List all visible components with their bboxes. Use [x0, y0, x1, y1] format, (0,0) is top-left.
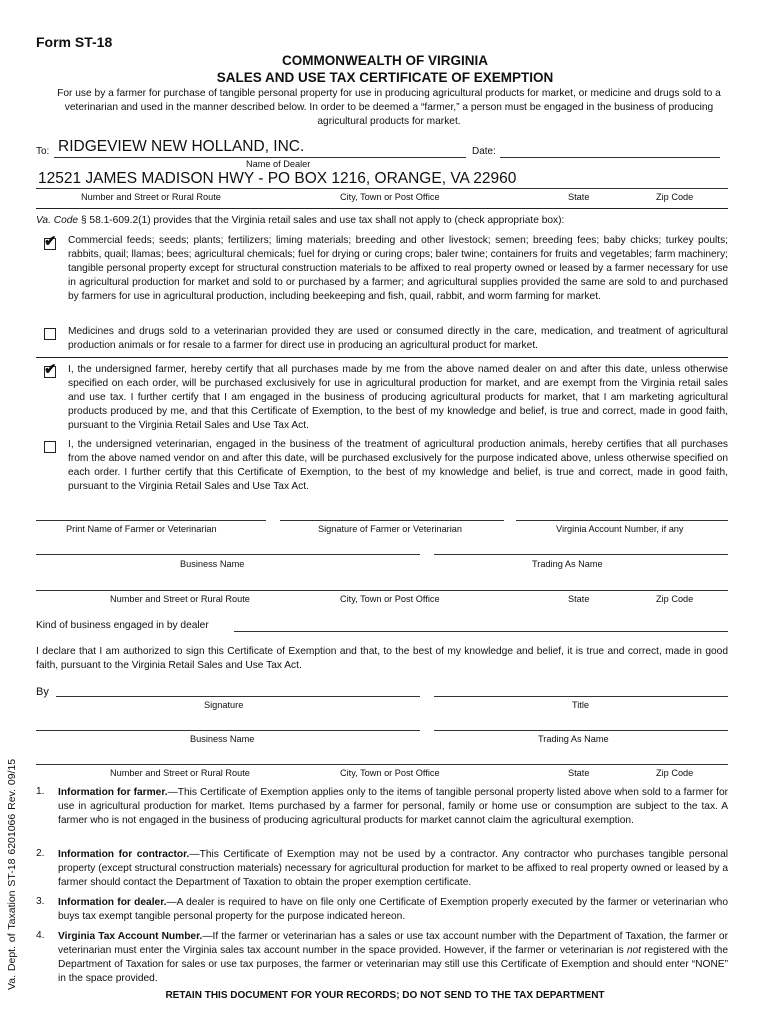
signer-trading-as-caption: Trading As Name [538, 734, 609, 744]
purchaser-city-caption: City, Town or Post Office [340, 594, 440, 604]
kind-of-business-field[interactable] [234, 631, 728, 632]
commercial-feeds-text: Commercial feeds; seeds; plants; fertilizers; liming materials; breeding and other livestock; semen; breeding fees; baby chicks; turkey poults; rabbits, quail; llamas; bees; agricultural chemicals; fuel for drying or curing crops; baler twine; containers for fruits and vegetables; farm machinery; tangible personal property except for structural construction materials to be affixed to real property owned or leased by a farmer necessary for use in agricultural production for market and sold to or purchased by a farmer; and agricultural supplies provided the same are sold to and purchased by farmers for use in agricultural production, including beekeeping and fish, quail, rabbit, and worm farming for market. [68, 235, 728, 303]
purchaser-address-field[interactable] [36, 590, 728, 591]
info-contractor: Information for contractor.—This Certificate of Exemption may not be used by a contractor. Any contractor who purchases tangible personal property (except structural construction materials) necessary for agricultural production for market to be affixed to real property owned or leased by a farmer should contact the Department of Taxation to obtain the proper exemption certificate. [58, 849, 728, 889]
signer-business-name-field[interactable] [36, 730, 420, 731]
kind-of-business-label: Kind of business engaged in by dealer [36, 620, 209, 631]
intro-text: For use by a farmer for purchase of tangible personal property for use in producing agricultural products for market, or medicine and drugs sold to a veterinarian and used in the manner described below. In order to be deemed a “farmer,” a person must be engaged in the business of producing agricultural products for market. [57, 88, 721, 127]
signer-state-caption: State [568, 768, 590, 778]
purchaser-zip-caption: Zip Code [656, 594, 694, 604]
account-number-caption: Virginia Account Number, if any [556, 524, 684, 534]
info-account-number: Virginia Tax Account Number.—If the farmer or veterinarian has a sales or use tax account number with the Department of Taxation, the farmer or veterinarian must enter the Virginia sales tax account number in the space provided. However, if the farmer or veterinarian is not registered with the Department of Taxation for sales or use tax purposes, the farmer or veterinarian may still use this Certificate of Exemption and should enter “NONE” in the space provided. [58, 931, 728, 985]
purchaser-street-caption: Number and Street or Rural Route [110, 594, 250, 604]
info-number: 4. [36, 930, 45, 941]
va-code-text: Va. Code § 58.1-609.2(1) provides that the Virginia retail sales and use tax shall not apply to (check appropriate box): [36, 215, 565, 226]
print-name-field[interactable] [36, 520, 266, 521]
date-field[interactable] [500, 157, 720, 158]
footer-notice: RETAIN THIS DOCUMENT FOR YOUR RECORDS; DO NOT SEND TO THE TAX DEPARTMENT [165, 990, 605, 1001]
dealer-name-caption: Name of Dealer [246, 159, 311, 169]
dealer-address-line [36, 188, 728, 189]
signer-address-field[interactable] [36, 764, 728, 765]
signer-business-name-caption: Business Name [190, 734, 255, 744]
info-number: 1. [36, 786, 45, 797]
dealer-street-caption: Number and Street or Rural Route [81, 192, 221, 202]
by-label: By [36, 686, 49, 698]
print-name-caption: Print Name of Farmer or Veterinarian [66, 524, 217, 534]
info-farmer: Information for farmer.—This Certificate of Exemption applies only to the items of tangible personal property listed above when sold to a farmer for use in agricultural production for market. Items purchased by a farmer for personal, family or home use or consumption are subject to the tax. A farmer who is not engaged in the business of producing agricultural products for market cannot claim the agricultural exemption. [58, 787, 729, 827]
section-rule [36, 208, 728, 209]
account-number-field[interactable] [516, 520, 728, 521]
purchaser-signature-caption: Signature of Farmer or Veterinarian [318, 524, 463, 534]
form-id: Form ST-18 [36, 34, 113, 50]
date-label: Date: [472, 146, 496, 157]
purchaser-trading-as-field[interactable] [434, 554, 728, 555]
medicines-checkbox[interactable] [44, 328, 56, 340]
purchaser-business-name-caption: Business Name [180, 559, 245, 569]
section-rule [36, 357, 728, 358]
vet-cert-text: I, the undersigned veterinarian, engaged in the business of the treatment of agricultural production animals, hereby certifies that all purchases from the above named vendor on and after this date, will be purchased exclusively for the purpose indicated above, unless otherwise specified on each order. I further certify that this Certificate of Exemption, to the best of my knowledge and belief, is true and correct, made in good faith, pursuant to the Virginia Retail Sales and Use Tax Act. [68, 439, 728, 493]
dealer-zip-caption: Zip Code [656, 192, 694, 202]
signer-signature-field[interactable] [56, 696, 420, 697]
title-line-1: COMMONWEALTH OF VIRGINIA [282, 53, 488, 68]
farmer-cert-checkbox[interactable]: ✔ [44, 361, 57, 378]
signer-city-caption: City, Town or Post Office [340, 768, 440, 778]
medicines-text: Medicines and drugs sold to a veterinarian provided they are used or consumed directly in the care, medication, and treatment of agricultural production animals or for resale to a farmer for direct use in producing an agricultural product for market. [68, 326, 728, 352]
farmer-cert-text: I, the undersigned farmer, hereby certify that all purchases made by me from the above named dealer on and after this date, unless otherwise specified on each order, will be purchased exclusively for use in agricultural production for market, and are exempt from the Virginia retail sales and use tax. I further certify that I am engaged in the business of producing agricultural products for market, that I am marketing agricultural products produced by me, and that this Certificate of Exemption, to the best of my knowledge and belief, is true and correct, made in good faith, pursuant to the Virginia Retail Sales and Use Tax Act. [68, 364, 728, 432]
dealer-name-line [54, 157, 466, 158]
dealer-name-field[interactable]: RIDGEVIEW NEW HOLLAND, INC. [58, 138, 305, 155]
purchaser-business-name-field[interactable] [36, 554, 420, 555]
commercial-feeds-checkbox[interactable]: ✔ [44, 233, 57, 250]
side-margin-text: Va. Dept. of Taxation ST-18 6201066 Rev. 09/15 [6, 758, 18, 990]
purchaser-trading-as-caption: Trading As Name [532, 559, 603, 569]
signer-street-caption: Number and Street or Rural Route [110, 768, 250, 778]
signer-trading-as-field[interactable] [434, 730, 728, 731]
signer-zip-caption: Zip Code [656, 768, 694, 778]
dealer-city-caption: City, Town or Post Office [340, 192, 440, 202]
dealer-address-field[interactable]: 12521 JAMES MADISON HWY - PO BOX 1216, ORANGE, VA 22960 [38, 170, 517, 187]
declaration-text: I declare that I am authorized to sign this Certificate of Exemption and that, to the best of my knowledge and belief, it is true and correct, made in good faith, pursuant to the Virginia Retail Sales and Use Tax Act. [36, 646, 728, 672]
info-dealer: Information for dealer.—A dealer is required to have on file only one Certificate of Exemption properly executed by the farmer or veterinarian who buys tax exempt tangible personal property for the purpose indicated hereon. [58, 897, 728, 923]
dealer-state-caption: State [568, 192, 590, 202]
purchaser-signature-field[interactable] [280, 520, 504, 521]
vet-cert-checkbox[interactable] [44, 441, 56, 453]
to-label: To: [36, 146, 50, 157]
signer-title-caption: Title [572, 700, 590, 710]
purchaser-state-caption: State [568, 594, 590, 604]
title-line-2: SALES AND USE TAX CERTIFICATE OF EXEMPTION [216, 70, 554, 85]
signer-signature-caption: Signature [204, 700, 244, 710]
info-number: 2. [36, 848, 45, 859]
info-number: 3. [36, 896, 45, 907]
signer-title-field[interactable] [434, 696, 728, 697]
